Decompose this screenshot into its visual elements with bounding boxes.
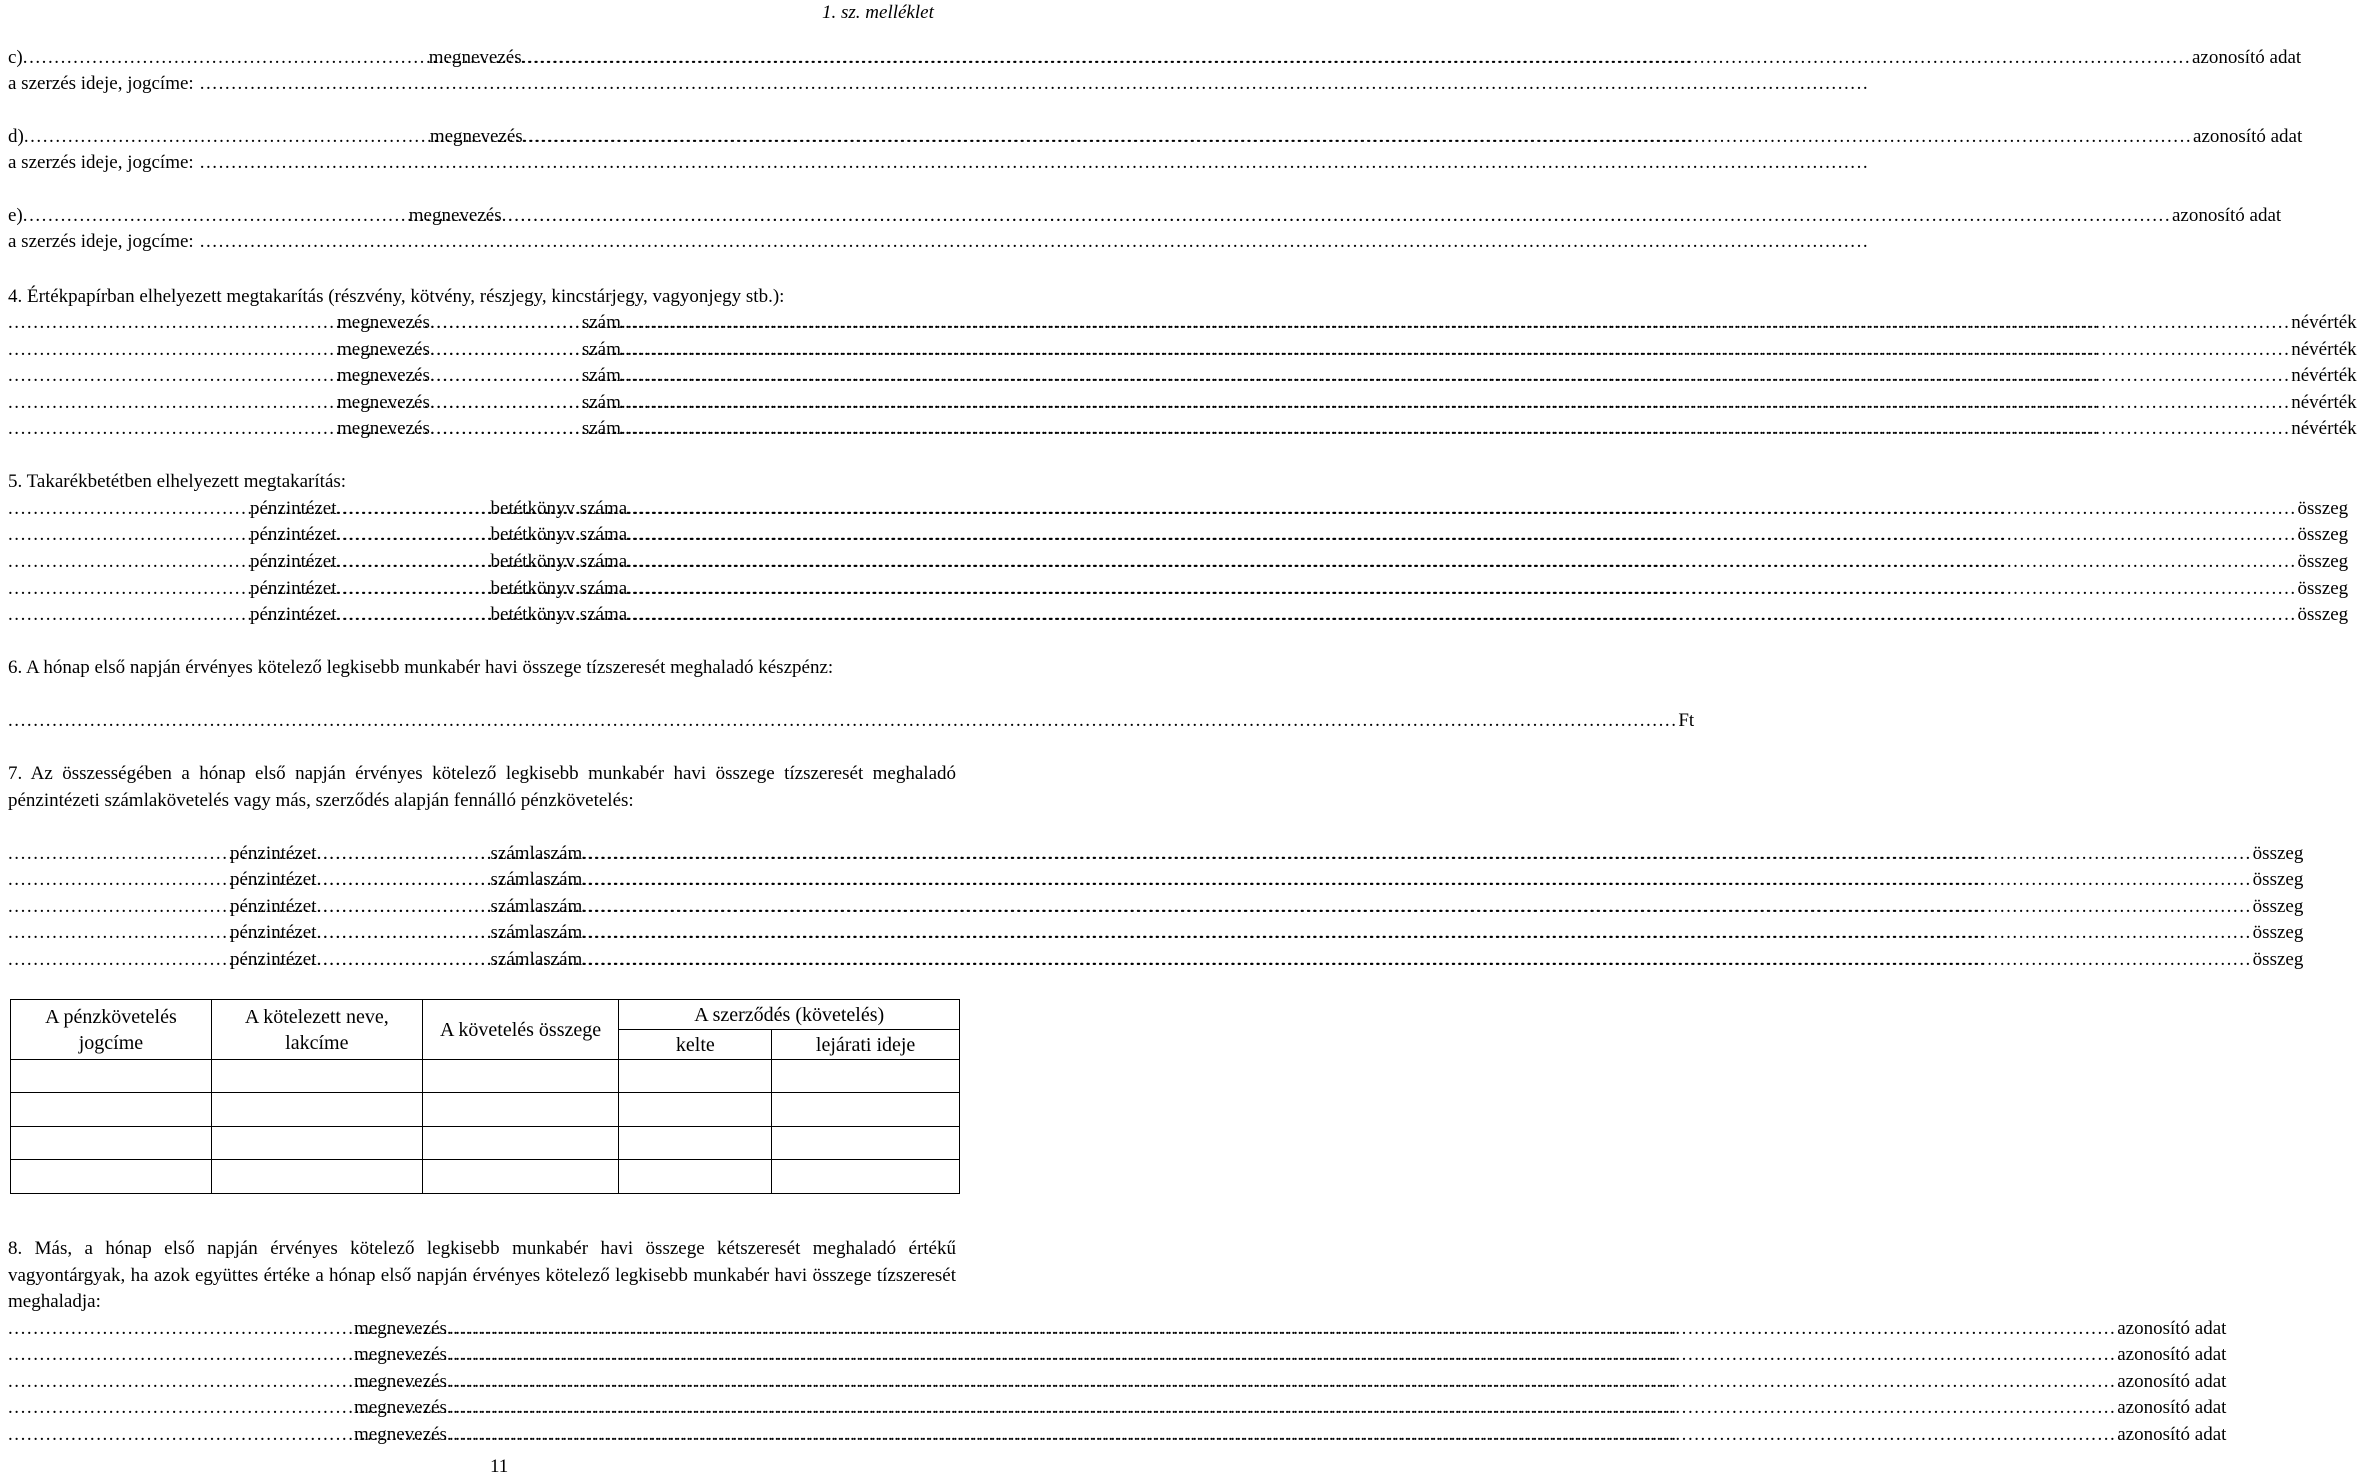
name-label: megnevezés	[354, 1318, 447, 1339]
fill-line[interactable]	[447, 1369, 2113, 1395]
table-cell[interactable]	[619, 1093, 772, 1127]
section8-heading: 8. Más, a hónap első napján érvényes kötelező legkisebb munkabér havi összege kétszeresét meghaladó értékű vagyontárgyak, ha azok együttes értéke a hónap első napján érvényes kötelező legkisebb munkabér havi összege tízszeresét meghaladja:	[8, 1238, 956, 1312]
claims-row	[8, 894, 2304, 920]
fill-line[interactable]	[8, 841, 226, 867]
fill-line[interactable]	[8, 867, 226, 893]
securities-row	[8, 310, 2357, 336]
claims-row	[8, 867, 2304, 893]
acquisition-label: a szerzés ideje, jogcíme:	[8, 73, 194, 94]
item-letter: c)	[8, 47, 23, 68]
amount-label: összeg	[2252, 949, 2304, 970]
assets-row	[8, 1422, 2227, 1448]
fill-line[interactable]	[337, 576, 487, 602]
table-cell[interactable]	[772, 1060, 960, 1093]
fill-line[interactable]	[447, 1422, 2113, 1448]
table-cell[interactable]	[211, 1160, 422, 1194]
fill-line[interactable]	[8, 310, 333, 336]
id-label: azonosító adat	[2191, 47, 2302, 68]
fill-line[interactable]	[23, 203, 403, 229]
fill-line[interactable]	[8, 496, 246, 522]
account-label: számlaszám	[490, 869, 583, 890]
account-label: számlaszám	[490, 949, 583, 970]
fill-line[interactable]	[523, 124, 2189, 150]
fill-line[interactable]	[8, 576, 246, 602]
table-cell[interactable]	[772, 1093, 960, 1127]
savings-row	[8, 522, 2349, 548]
id-label: azonosító adat	[2193, 126, 2303, 147]
id-label: azonosító adat	[2117, 1344, 2227, 1365]
item-letter: e)	[8, 205, 23, 226]
header-claim-amount: A követelés összege	[422, 1000, 619, 1060]
fill-line[interactable]	[627, 602, 2293, 628]
fill-line[interactable]	[430, 416, 578, 442]
fill-line[interactable]	[430, 337, 578, 363]
fill-line[interactable]	[582, 841, 2248, 867]
table-cell[interactable]	[619, 1060, 772, 1093]
institute-label: pénzintézet	[250, 604, 337, 625]
table-row	[11, 1093, 960, 1127]
fill-line[interactable]	[430, 310, 578, 336]
securities-row	[8, 390, 2357, 416]
institute-label: pénzintézet	[230, 843, 317, 864]
nominal-label: névérték	[2291, 339, 2357, 360]
securities-row	[8, 337, 2357, 363]
id-label: azonosító adat	[2117, 1397, 2227, 1418]
fill-line[interactable]	[582, 947, 2248, 973]
table-cell[interactable]	[772, 1127, 960, 1160]
institute-label: pénzintézet	[230, 949, 317, 970]
nominal-label: névérték	[2291, 418, 2357, 439]
fill-line[interactable]	[337, 549, 487, 575]
table-cell[interactable]	[11, 1060, 212, 1093]
fill-line[interactable]	[621, 310, 2287, 336]
amount-label: összeg	[2297, 524, 2349, 545]
fill-line[interactable]	[621, 363, 2287, 389]
table-cell[interactable]	[211, 1127, 422, 1160]
fill-line[interactable]	[317, 947, 487, 973]
header-claim-title: A pénzkövetelés jogcíme	[11, 1000, 212, 1060]
count-label: szám	[581, 312, 621, 333]
fill-line[interactable]	[24, 124, 424, 150]
fill-line[interactable]	[8, 1369, 350, 1395]
amount-label: összeg	[2297, 498, 2349, 519]
account-label: számlaszám	[490, 843, 583, 864]
cash-amount-row	[8, 708, 1695, 734]
book-label: betétkönyv száma	[490, 524, 628, 545]
institute-label: pénzintézet	[250, 578, 337, 599]
table-cell[interactable]	[211, 1060, 422, 1093]
id-label: azonosító adat	[2171, 205, 2282, 226]
section5-heading: 5. Takarékbetétben elhelyezett megtakarítás:	[8, 471, 347, 492]
id-label: azonosító adat	[2117, 1318, 2227, 1339]
name-label: megnevezés	[337, 339, 430, 360]
fill-line[interactable]	[621, 416, 2287, 442]
fill-line[interactable]	[627, 522, 2293, 548]
header-debtor: A kötelezett neve, lakcíme	[211, 1000, 422, 1060]
claims-row	[8, 947, 2304, 973]
table-cell[interactable]	[422, 1127, 619, 1160]
fill-line[interactable]	[447, 1316, 2113, 1342]
name-label: megnevezés	[354, 1424, 447, 1445]
item-letter: d)	[8, 126, 24, 147]
securities-row	[8, 363, 2357, 389]
fill-line[interactable]	[8, 1422, 350, 1448]
table-row	[11, 1127, 960, 1160]
count-label: szám	[581, 392, 621, 413]
annex-label: 1. sz. melléklet	[822, 2, 934, 23]
fill-line[interactable]	[23, 45, 423, 71]
fill-line[interactable]	[8, 1316, 350, 1342]
institute-label: pénzintézet	[230, 869, 317, 890]
header-due-date: lejárati ideje	[772, 1030, 960, 1060]
fill-line[interactable]	[8, 602, 246, 628]
fill-line[interactable]	[430, 390, 578, 416]
name-label: megnevezés	[337, 418, 430, 439]
fill-line[interactable]	[8, 1395, 350, 1421]
fill-line[interactable]	[627, 496, 2293, 522]
fill-line[interactable]	[582, 867, 2248, 893]
fill-line[interactable]	[627, 576, 2293, 602]
savings-row	[8, 576, 2349, 602]
table-cell[interactable]	[422, 1093, 619, 1127]
account-label: számlaszám	[490, 896, 583, 917]
table-cell[interactable]	[11, 1160, 212, 1194]
book-label: betétkönyv száma	[490, 551, 628, 572]
table-cell[interactable]	[619, 1127, 772, 1160]
fill-line[interactable]	[317, 867, 487, 893]
section7-heading: 7. Az összességében a hónap első napján érvényes kötelező legkisebb munkabér havi összege tízszeresét meghaladó pénzintézeti számlakövetelés vagy más, szerződés alapján fennálló pénzkövetelés:	[8, 763, 956, 811]
fill-line[interactable]	[430, 363, 578, 389]
section4-heading: 4. Értékpapírban elhelyezett megtakarítás (részvény, kötvény, részjegy, kincstárjegy, vagyonjegy stb.):	[8, 286, 785, 307]
amount-label: összeg	[2297, 578, 2349, 599]
header-date: kelte	[619, 1030, 772, 1060]
page-number: 11	[490, 1456, 509, 1477]
name-label: megnevezés	[428, 47, 522, 68]
name-label: megnevezés	[337, 312, 430, 333]
book-label: betétkönyv száma	[490, 578, 628, 599]
fill-line[interactable]	[8, 708, 1674, 734]
assets-row	[8, 1316, 2227, 1342]
fill-line[interactable]	[200, 229, 1866, 255]
fill-line[interactable]	[582, 920, 2248, 946]
table-cell[interactable]	[422, 1060, 619, 1093]
amount-label: összeg	[2252, 922, 2304, 943]
name-label: megnevezés	[354, 1371, 447, 1392]
institute-label: pénzintézet	[250, 498, 337, 519]
table-row	[11, 1060, 960, 1093]
table-cell[interactable]	[422, 1160, 619, 1194]
table-cell[interactable]	[772, 1160, 960, 1194]
id-label: azonosító adat	[2117, 1424, 2227, 1445]
assets-row	[8, 1342, 2227, 1368]
fill-line[interactable]	[317, 920, 487, 946]
name-label: megnevezés	[429, 126, 523, 147]
fill-line[interactable]	[8, 1342, 350, 1368]
count-label: szám	[581, 418, 621, 439]
fill-line[interactable]	[447, 1395, 2113, 1421]
amount-label: összeg	[2252, 896, 2304, 917]
name-label: megnevezés	[337, 392, 430, 413]
nominal-label: névérték	[2291, 312, 2357, 333]
fill-line[interactable]	[502, 203, 2168, 229]
fill-line[interactable]	[337, 496, 487, 522]
currency-label: Ft	[1678, 710, 1695, 731]
fill-line[interactable]	[8, 549, 246, 575]
account-label: számlaszám	[490, 922, 583, 943]
amount-label: összeg	[2252, 843, 2304, 864]
fill-line[interactable]	[317, 894, 487, 920]
name-label: megnevezés	[337, 365, 430, 386]
fill-line[interactable]	[522, 45, 2188, 71]
fill-line[interactable]	[200, 150, 1866, 176]
fill-line[interactable]	[447, 1342, 2113, 1368]
table-cell[interactable]	[619, 1160, 772, 1194]
assets-row	[8, 1369, 2227, 1395]
fill-line[interactable]	[8, 363, 333, 389]
fill-line[interactable]	[627, 549, 2293, 575]
count-label: szám	[581, 339, 621, 360]
fill-line[interactable]	[8, 522, 246, 548]
claims-row	[8, 841, 2304, 867]
claims-row	[8, 920, 2304, 946]
institute-label: pénzintézet	[250, 551, 337, 572]
institute-label: pénzintézet	[230, 922, 317, 943]
fill-line[interactable]	[8, 337, 333, 363]
section6-heading: 6. A hónap első napján érvényes kötelező legkisebb munkabér havi összege tízszeresét meghaladó készpénz:	[8, 657, 834, 678]
nominal-label: névérték	[2291, 392, 2357, 413]
table-cell[interactable]	[11, 1093, 212, 1127]
table-cell[interactable]	[211, 1093, 422, 1127]
name-label: megnevezés	[354, 1397, 447, 1418]
book-label: betétkönyv száma	[490, 498, 628, 519]
savings-row	[8, 496, 2349, 522]
amount-label: összeg	[2252, 869, 2304, 890]
nominal-label: névérték	[2291, 365, 2357, 386]
table-row	[11, 1160, 960, 1194]
securities-row	[8, 416, 2357, 442]
id-label: azonosító adat	[2117, 1371, 2227, 1392]
fill-line[interactable]	[317, 841, 487, 867]
fill-line[interactable]	[621, 337, 2287, 363]
claims-table-header-row	[11, 1000, 960, 1030]
claims-table	[10, 999, 960, 1194]
table-cell[interactable]	[11, 1127, 212, 1160]
amount-label: összeg	[2297, 604, 2349, 625]
fill-line[interactable]	[8, 390, 333, 416]
count-label: szám	[581, 365, 621, 386]
savings-row	[8, 549, 2349, 575]
acquisition-label: a szerzés ideje, jogcíme:	[8, 152, 194, 173]
fill-line[interactable]	[337, 522, 487, 548]
fill-line[interactable]	[621, 390, 2287, 416]
fill-line[interactable]	[8, 894, 226, 920]
fill-line[interactable]	[200, 71, 1866, 97]
institute-label: pénzintézet	[230, 896, 317, 917]
header-contract: A szerződés (követelés)	[619, 1000, 960, 1030]
savings-row	[8, 602, 2349, 628]
fill-line[interactable]	[8, 416, 333, 442]
fill-line[interactable]	[582, 894, 2248, 920]
amount-label: összeg	[2297, 551, 2349, 572]
institute-label: pénzintézet	[250, 524, 337, 545]
name-label: megnevezés	[354, 1344, 447, 1365]
fill-line[interactable]	[337, 602, 487, 628]
book-label: betétkönyv száma	[490, 604, 628, 625]
fill-line[interactable]	[8, 920, 226, 946]
assets-row	[8, 1395, 2227, 1421]
name-label: megnevezés	[408, 205, 502, 226]
acquisition-label: a szerzés ideje, jogcíme:	[8, 231, 194, 252]
fill-line[interactable]	[8, 947, 226, 973]
